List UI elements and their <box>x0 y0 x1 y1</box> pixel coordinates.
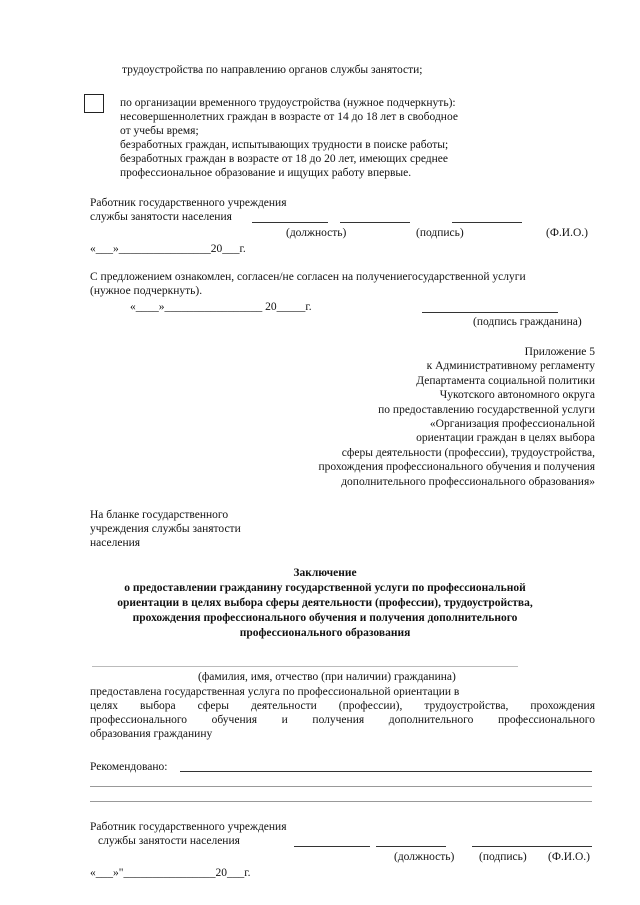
appendix-block <box>319 345 595 489</box>
worker-title: Работник государственного учреждения <box>90 197 287 209</box>
position-caption: (должность) <box>286 227 347 239</box>
position-caption: (должность) <box>394 851 455 863</box>
letterhead-line: На бланке государственного <box>90 509 229 521</box>
signature-caption: (подпись) <box>479 851 527 863</box>
consent-date: «____»_________________ 20_____г. <box>130 301 312 313</box>
conclusion-title-line: о предоставлении гражданину государственной услуги по профессиональной <box>124 582 526 594</box>
date-line: «___»"________________20___г. <box>90 867 251 879</box>
body-text: предоставлена государственная услуга по профессиональной ориентации в <box>90 686 460 698</box>
temp-employment-line: безработных граждан, испытывающих трудности в поиске работы; <box>120 139 449 151</box>
letterhead-line: учреждения службы занятости <box>90 523 241 535</box>
temp-employment-line: профессиональное образование и ищущих работу впервые. <box>120 167 412 179</box>
recommended-line[interactable] <box>90 786 592 787</box>
fio-line[interactable] <box>452 222 522 223</box>
recommended-line[interactable] <box>90 801 592 802</box>
conclusion-title-line: ориентации в целях выбора сферы деятельности (профессии), трудоустройства, <box>117 597 533 609</box>
appendix-line: ориентации граждан в целях выбора <box>416 432 595 445</box>
position-line[interactable] <box>294 846 370 847</box>
temp-employment-line: несовершеннолетних граждан в возрасте от 14 до 18 лет в свободное <box>120 111 458 123</box>
appendix-line: по предоставлению государственной услуги <box>378 403 595 416</box>
consent-text: С предложением ознакомлен, согласен/не согласен на получениегосударственной услуги <box>90 271 526 283</box>
body-text: целях выбора сферы деятельности (профессии), трудоустройства, прохождения <box>90 700 595 712</box>
conclusion-title-line: прохождения профессионального обучения и получения дополнительного <box>132 612 518 624</box>
temp-employment-line: безработных граждан в возрасте от 18 до 20 лет, имеющих среднее <box>120 153 448 165</box>
conclusion-heading: Заключение <box>293 567 357 579</box>
body-text: образования гражданину <box>90 728 213 740</box>
appendix-line: Департамента социальной политики <box>416 374 595 387</box>
temp-employment-line: по организации временного трудоустройства (нужное подчеркнуть): <box>120 97 456 109</box>
signature-line[interactable] <box>340 222 410 223</box>
appendix-line: прохождения профессионального обучения и получения <box>318 461 595 474</box>
appendix-line: сферы деятельности (профессии), трудоустройства, <box>341 446 595 459</box>
fio-line[interactable] <box>472 846 592 847</box>
worker-title: службы занятости населения <box>90 211 232 223</box>
appendix-line: «Организация профессиональной <box>429 418 595 431</box>
conclusion-title-line: профессионального образования <box>239 627 411 639</box>
position-line[interactable] <box>252 222 328 223</box>
worker-title: Работник государственного учреждения <box>90 821 287 833</box>
recommended-line[interactable] <box>180 771 592 772</box>
appendix-line: дополнительного профессионального образования» <box>341 475 595 488</box>
worker-title: службы занятости населения <box>98 835 240 847</box>
body-text: профессионального обучения и получения дополнительного профессионального <box>90 714 595 726</box>
appendix-line: к Административному регламенту <box>426 360 595 373</box>
citizen-name-caption: (фамилия, имя, отчество (при наличии) гражданина) <box>198 671 456 683</box>
employment-line: трудоустройства по направлению органов службы занятости; <box>122 64 423 76</box>
letterhead-line: населения <box>90 537 141 549</box>
appendix-line: Чукотского автономного округа <box>439 389 595 402</box>
citizen-name-line[interactable] <box>92 666 518 667</box>
citizen-signature-caption: (подпись гражданина) <box>473 316 582 328</box>
signature-line[interactable] <box>376 846 446 847</box>
temp-employment-line: от учебы время; <box>120 125 199 137</box>
temporary-employment-checkbox[interactable] <box>84 94 104 113</box>
date-line: «___»________________20___г. <box>90 243 246 255</box>
recommended-label: Рекомендовано: <box>90 761 168 773</box>
fio-caption: (Ф.И.О.) <box>546 227 588 239</box>
signature-caption: (подпись) <box>416 227 464 239</box>
consent-text: (нужное подчеркнуть). <box>90 285 203 297</box>
appendix-line: Приложение 5 <box>524 346 595 358</box>
citizen-signature-line[interactable] <box>422 312 558 313</box>
fio-caption: (Ф.И.О.) <box>548 851 590 863</box>
